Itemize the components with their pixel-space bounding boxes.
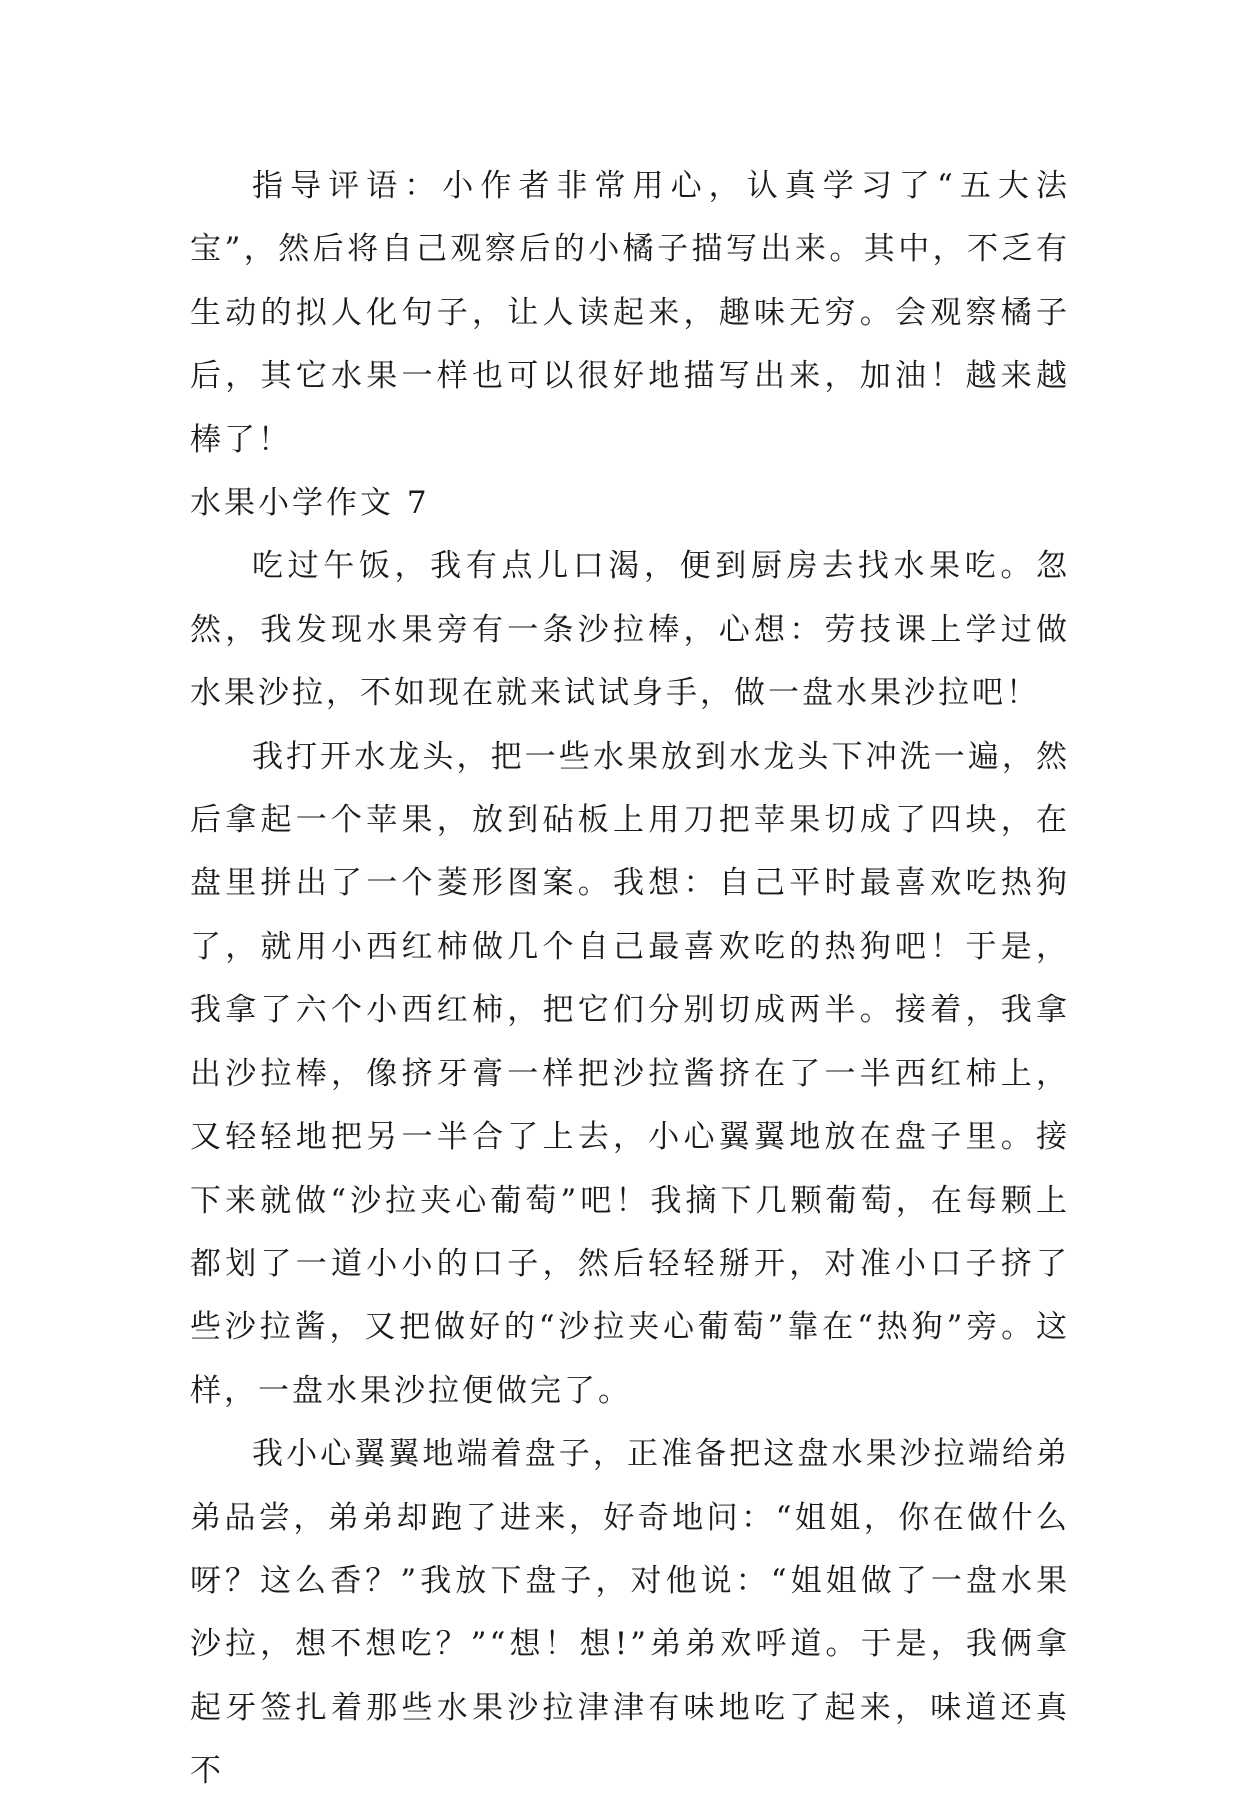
essay-paragraph-3: 我小心翼翼地端着盘子，正准备把这盘水果沙拉端给弟弟品尝，弟弟却跑了进来，好奇地问：“姐姐，你在做什么呀？这么香？”我放下盘子，对他说：“姐姐做了一盘水果沙拉，想不想吃？”“想！想!”弟弟欢呼道。于是，我俩拿起牙签扎着那些水果沙拉津津有味地吃了起来，味道还真不 <box>190 1436 1070 1790</box>
essay-paragraph-1: 吃过午饭，我有点儿口渴，便到厨房去找水果吃。忽然，我发现水果旁有一条沙拉棒，心想：劳技课上学过做水果沙拉，不如现在就来试试身手，做一盘水果沙拉吧！ <box>190 548 1070 712</box>
document-body <box>190 155 1070 1804</box>
essay-paragraph-2: 我打开水龙头，把一些水果放到水龙头下冲洗一遍，然后拿起一个苹果，放到砧板上用刀把苹果切成了四块，在盘里拼出了一个菱形图案。我想：自己平时最喜欢吃热狗了，就用小西红柿做几个自己最喜欢吃的热狗吧！于是，我拿了六个小西红柿，把它们分别切成两半。接着，我拿出沙拉棒，像挤牙膏一样把沙拉酱挤在了一半西红柿上，又轻轻地把另一半合了上去，小心翼翼地放在盘子里。接下来就做“沙拉夹心葡萄”吧！我摘下几颗葡萄，在每颗上都划了一道小小的口子，然后轻轻掰开，对准小口子挤了些沙拉酱，又把做好的“沙拉夹心葡萄”靠在“热狗”旁。这样，一盘水果沙拉便做完了。 <box>190 738 1070 1409</box>
essay-heading: 水果小学作文 7 <box>190 485 430 522</box>
comment-paragraph: 指导评语：小作者非常用心，认真学习了“五大法宝”，然后将自己观察后的小橘子描写出来。其中，不乏有生动的拟人化句子，让人读起来，趣味无穷。会观察橘子后，其它水果一样也可以很好地描写出来，加油！越来越棒了！ <box>190 168 1070 458</box>
